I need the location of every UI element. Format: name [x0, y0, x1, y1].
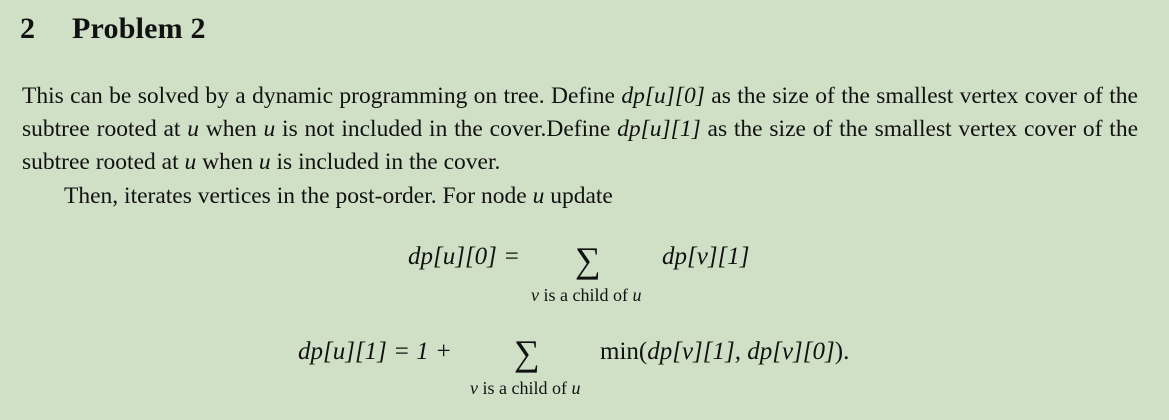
text-run: is not included in the cover.Define: [275, 116, 618, 142]
math-u: u: [263, 116, 276, 142]
math-u: u: [532, 183, 545, 209]
math-dp: dp: [621, 83, 645, 109]
text-run: update: [544, 183, 613, 209]
math-dp: dp: [617, 116, 641, 142]
text-run: as the size of the smallest vertex cover of the subtree rooted at: [22, 83, 1138, 142]
paragraph-iteration: [22, 180, 1138, 213]
text-run: Then, iterates vertices in the post-order. For node: [64, 183, 533, 209]
section-heading: [20, 12, 206, 46]
eq2-subscript: v is a child of u: [470, 378, 581, 398]
eq2-rhs: min(dp[v][1], dp[v][0]).: [600, 338, 850, 365]
math-index: [u][1]: [640, 116, 701, 142]
text-run: as the size of the smallest vertex cover of the subtree rooted at: [22, 116, 1139, 175]
math-index: [u][0]: [644, 83, 705, 109]
text-run: when: [196, 149, 259, 175]
section-title: Problem 2: [72, 12, 206, 45]
text-run: when: [199, 116, 264, 142]
text-run: This can be solved by a dynamic programming on tree. Define: [22, 83, 622, 109]
text-run: is included in the cover.: [270, 149, 501, 175]
math-u: u: [184, 149, 197, 175]
eq1-subscript: v is a child of u: [531, 285, 642, 305]
math-u: u: [258, 149, 271, 175]
math-u: u: [187, 116, 199, 142]
paragraph-definition: [22, 80, 1138, 179]
summation-symbol: ∑: [575, 240, 601, 280]
section-number: 2: [20, 12, 36, 45]
summation-symbol: ∑: [514, 333, 540, 373]
eq1-rhs: dp[v][1]: [662, 243, 750, 270]
eq1-lhs: dp[u][0] =: [408, 243, 521, 270]
eq2-lhs: dp[u][1] = 1 +: [298, 338, 452, 365]
